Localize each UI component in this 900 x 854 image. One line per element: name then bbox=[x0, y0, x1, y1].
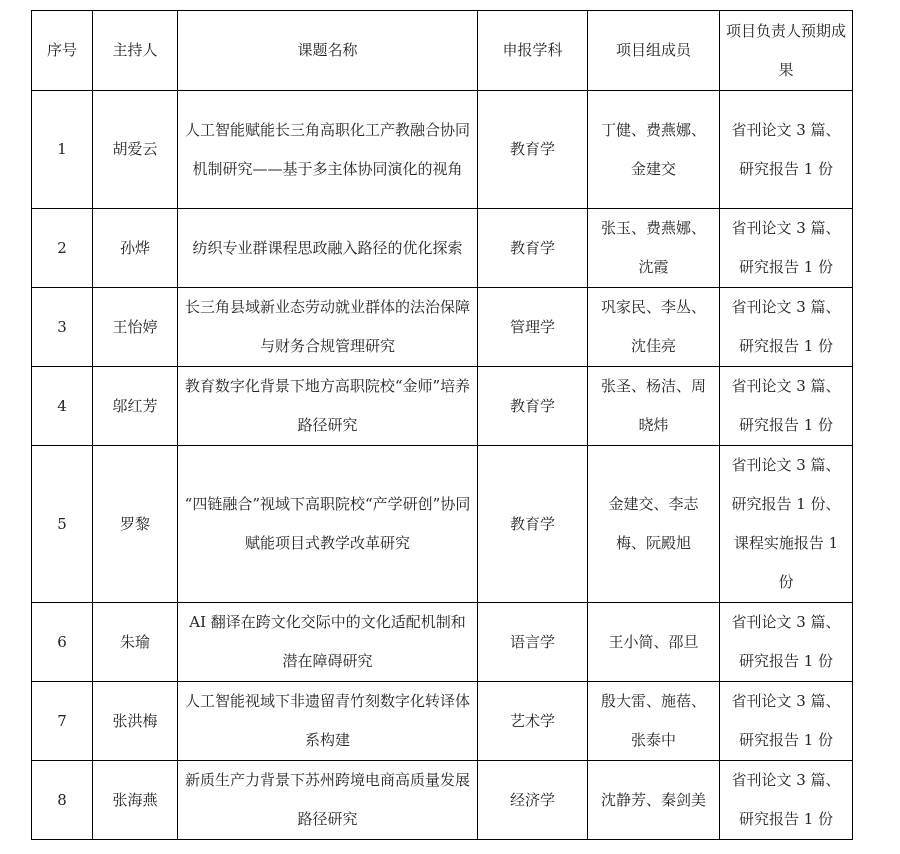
row-outcome: 省刊论文 3 篇、研究报告 1 份 bbox=[720, 603, 853, 682]
row-subject: 教育学 bbox=[478, 367, 588, 446]
header-no: 序号 bbox=[32, 11, 93, 91]
header-row bbox=[32, 11, 853, 91]
row-members: 殷大雷、施蓓、张泰中 bbox=[588, 682, 720, 761]
row-title: 新质生产力背景下苏州跨境电商高质量发展路径研究 bbox=[178, 761, 478, 840]
row-subject: 语言学 bbox=[478, 603, 588, 682]
row-members: 张圣、杨洁、周晓炜 bbox=[588, 367, 720, 446]
row-host: 张洪梅 bbox=[93, 682, 178, 761]
row-subject: 教育学 bbox=[478, 446, 588, 603]
row-title: 纺织专业群课程思政融入路径的优化探索 bbox=[178, 209, 478, 288]
row-outcome: 省刊论文 3 篇、研究报告 1 份 bbox=[720, 288, 853, 367]
header-members: 项目组成员 bbox=[588, 11, 720, 91]
header-subject: 申报学科 bbox=[478, 11, 588, 91]
row-subject: 教育学 bbox=[478, 91, 588, 209]
row-no: 6 bbox=[32, 603, 93, 682]
row-outcome: 省刊论文 3 篇、研究报告 1 份、课程实施报告 1 份 bbox=[720, 446, 853, 603]
row-host: 王怡婷 bbox=[93, 288, 178, 367]
row-subject: 经济学 bbox=[478, 761, 588, 840]
row-members: 沈静芳、秦剑美 bbox=[588, 761, 720, 840]
table-row bbox=[32, 761, 853, 840]
header-title: 课题名称 bbox=[178, 11, 478, 91]
row-members: 巩家民、李丛、沈佳亮 bbox=[588, 288, 720, 367]
table-row bbox=[32, 288, 853, 367]
row-no: 4 bbox=[32, 367, 93, 446]
row-members: 金建交、李志梅、阮殿旭 bbox=[588, 446, 720, 603]
row-no: 3 bbox=[32, 288, 93, 367]
table-row bbox=[32, 209, 853, 288]
row-subject: 教育学 bbox=[478, 209, 588, 288]
row-outcome: 省刊论文 3 篇、研究报告 1 份 bbox=[720, 367, 853, 446]
table-row bbox=[32, 91, 853, 209]
row-no: 2 bbox=[32, 209, 93, 288]
row-outcome: 省刊论文 3 篇、研究报告 1 份 bbox=[720, 761, 853, 840]
row-subject: 管理学 bbox=[478, 288, 588, 367]
row-title: 长三角县域新业态劳动就业群体的法治保障与财务合规管理研究 bbox=[178, 288, 478, 367]
table-row bbox=[32, 367, 853, 446]
row-no: 8 bbox=[32, 761, 93, 840]
table-row bbox=[32, 446, 853, 603]
row-no: 7 bbox=[32, 682, 93, 761]
header-outcome: 项目负责人预期成果 bbox=[720, 11, 853, 91]
row-members: 张玉、费燕娜、沈霞 bbox=[588, 209, 720, 288]
row-host: 张海燕 bbox=[93, 761, 178, 840]
row-title: AI 翻译在跨文化交际中的文化适配机制和潜在障碍研究 bbox=[178, 603, 478, 682]
row-title: “四链融合”视域下高职院校“产学研创”协同赋能项目式教学改革研究 bbox=[178, 446, 478, 603]
row-no: 1 bbox=[32, 91, 93, 209]
row-subject: 艺术学 bbox=[478, 682, 588, 761]
row-title: 人工智能赋能长三角高职化工产教融合协同机制研究——基于多主体协同演化的视角 bbox=[178, 91, 478, 209]
row-no: 5 bbox=[32, 446, 93, 603]
row-host: 胡爱云 bbox=[93, 91, 178, 209]
table-row bbox=[32, 682, 853, 761]
row-members: 丁健、费燕娜、金建交 bbox=[588, 91, 720, 209]
row-outcome: 省刊论文 3 篇、研究报告 1 份 bbox=[720, 91, 853, 209]
row-title: 人工智能视域下非遗留青竹刻数字化转译体系构建 bbox=[178, 682, 478, 761]
row-host: 罗黎 bbox=[93, 446, 178, 603]
row-members: 王小简、邵旦 bbox=[588, 603, 720, 682]
project-table bbox=[31, 10, 853, 840]
row-host: 朱瑜 bbox=[93, 603, 178, 682]
row-host: 孙烨 bbox=[93, 209, 178, 288]
row-host: 邬红芳 bbox=[93, 367, 178, 446]
row-title: 教育数字化背景下地方高职院校“金师”培养路径研究 bbox=[178, 367, 478, 446]
table-row bbox=[32, 603, 853, 682]
row-outcome: 省刊论文 3 篇、研究报告 1 份 bbox=[720, 682, 853, 761]
header-host: 主持人 bbox=[93, 11, 178, 91]
row-outcome: 省刊论文 3 篇、研究报告 1 份 bbox=[720, 209, 853, 288]
